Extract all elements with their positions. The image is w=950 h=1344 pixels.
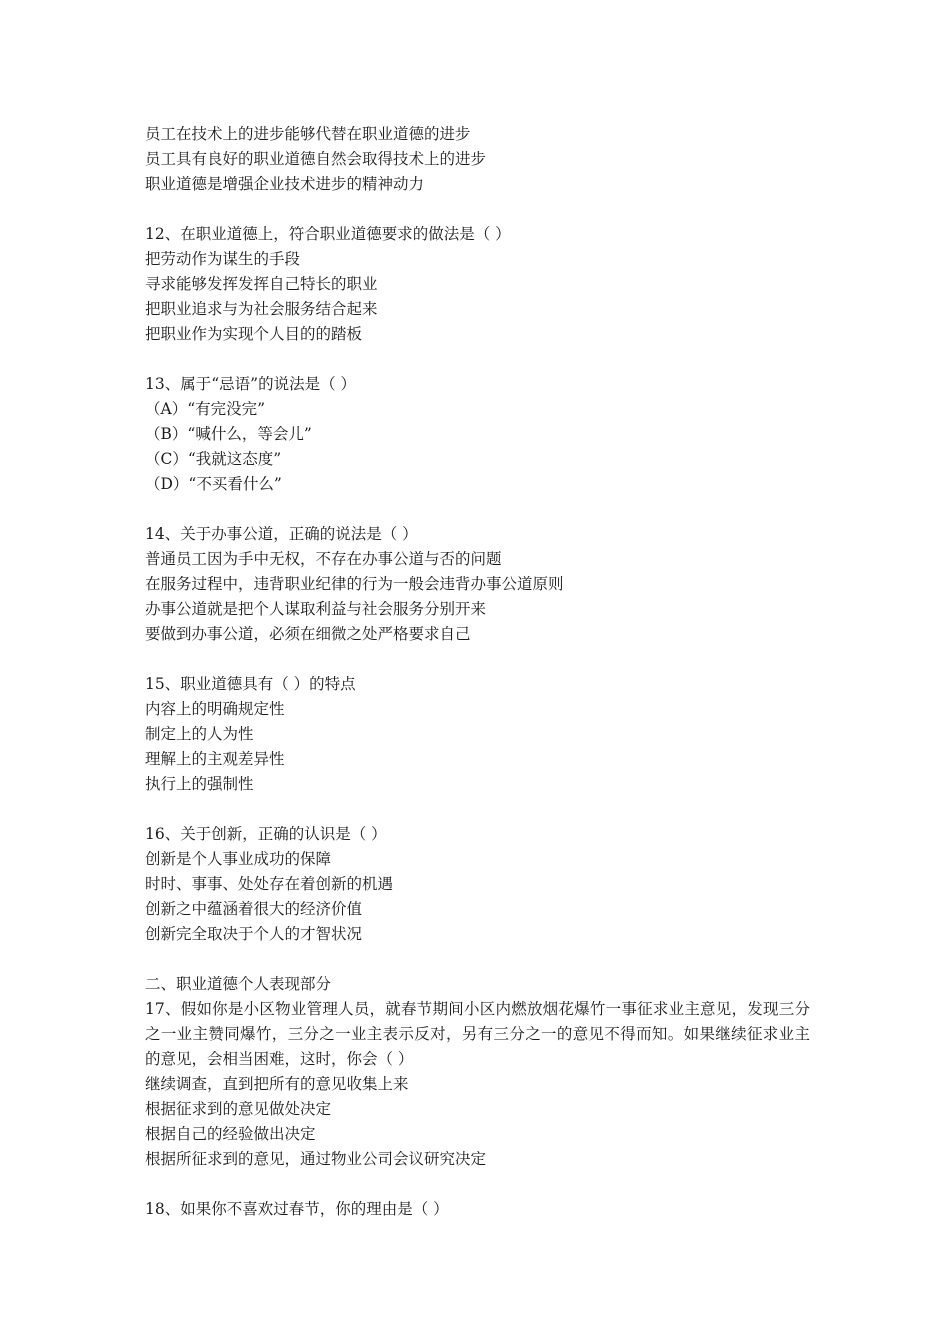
option-line: 根据征求到的意见做处决定 [145, 1100, 332, 1118]
option-line: （C）“我就这态度” [145, 450, 282, 468]
option-line: 创新之中蕴涵着很大的经济价值 [145, 900, 363, 918]
paragraph-gap [145, 347, 810, 372]
option-line: 根据所征求到的意见，通过物业公司会议研究决定 [145, 1150, 487, 1168]
option-line: 员工具有良好的职业道德自然会取得技术上的进步 [145, 150, 487, 168]
option-line: 内容上的明确规定性 [145, 700, 285, 718]
paragraph-gap [145, 947, 810, 972]
option-line: 把劳动作为谋生的手段 [145, 250, 301, 268]
option-line: 职业道德是增强企业技术进步的精神动力 [145, 175, 425, 193]
option-line: 根据自己的经验做出决定 [145, 1125, 316, 1143]
option-line: （D）“不买看什么” [145, 475, 282, 493]
option-line: 时时、事事、处处存在着创新的机遇 [145, 875, 394, 893]
option-line: 创新完全取决于个人的才智状况 [145, 925, 363, 943]
option-line: 寻求能够发挥发挥自己特长的职业 [145, 275, 378, 293]
option-line: 办事公道就是把个人谋取利益与社会服务分别开来 [145, 600, 487, 618]
option-line: 要做到办事公道，必须在细微之处严格要求自己 [145, 625, 471, 643]
question-15: 15、职业道德具有（ ）的特点 [145, 675, 356, 693]
paragraph-gap [145, 497, 810, 522]
paragraph-gap [145, 197, 810, 222]
option-line: 执行上的强制性 [145, 775, 254, 793]
option-line: （A）“有完没完” [145, 400, 266, 418]
question-12: 12、在职业道德上，符合职业道德要求的做法是（ ） [145, 225, 511, 243]
option-line: 理解上的主观差异性 [145, 750, 285, 768]
paragraph-gap [145, 1172, 810, 1197]
document-page [145, 122, 810, 1222]
option-line: 把职业作为实现个人目的的踏板 [145, 325, 363, 343]
question-18: 18、如果你不喜欢过春节，你的理由是（ ） [145, 1200, 449, 1218]
paragraph-gap [145, 797, 810, 822]
question-14: 14、关于办事公道，正确的说法是（ ） [145, 525, 418, 543]
question-17: 17、假如你是小区物业管理人员，就春节期间小区内燃放烟花爆竹一事征求业主意见，发现三分之一业主赞同爆竹，三分之一业主表示反对，另有三分之一的意见不得而知。如果继续征求业主的意见，会相当困难，这时，你会（ ） [145, 1000, 810, 1068]
section-heading: 二、职业道德个人表现部分 [145, 975, 332, 993]
option-line: 员工在技术上的进步能够代替在职业道德的进步 [145, 125, 471, 143]
option-line: 普通员工因为手中无权，不存在办事公道与否的问题 [145, 550, 502, 568]
paragraph-gap [145, 647, 810, 672]
option-line: （B）“喊什么，等会儿” [145, 425, 312, 443]
option-line: 在服务过程中，违背职业纪律的行为一般会违背办事公道原则 [145, 575, 564, 593]
option-line: 把职业追求与为社会服务结合起来 [145, 300, 378, 318]
question-16: 16、关于创新，正确的认识是（ ） [145, 825, 387, 843]
option-line: 继续调查，直到把所有的意见收集上来 [145, 1075, 409, 1093]
option-line: 制定上的人为性 [145, 725, 254, 743]
question-13: 13、属于“忌语”的说法是（ ） [145, 375, 356, 393]
option-line: 创新是个人事业成功的保障 [145, 850, 332, 868]
